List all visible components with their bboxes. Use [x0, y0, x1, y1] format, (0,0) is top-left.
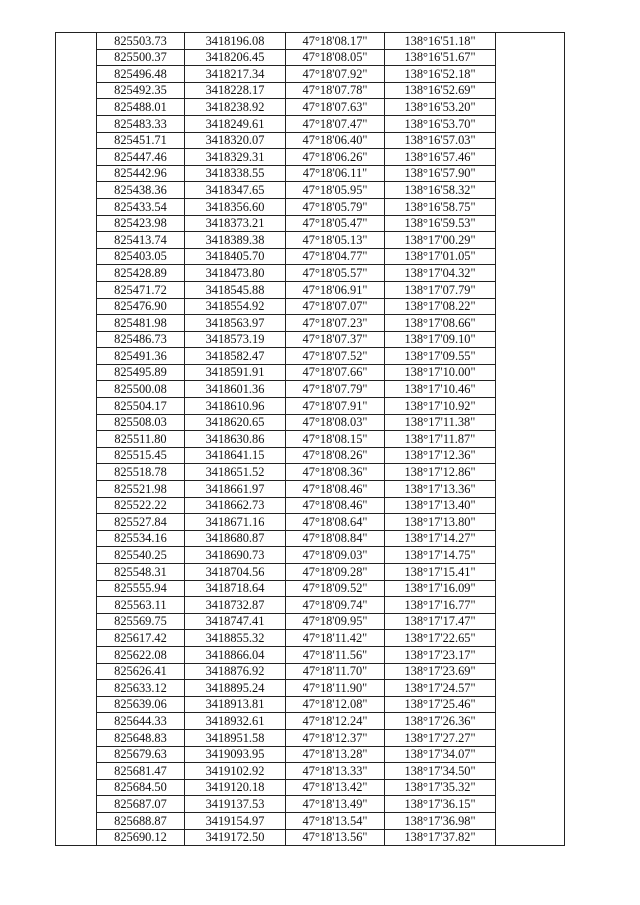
longitude-cell: 138°17'15.41" — [385, 564, 496, 581]
northing-cell: 3418651.52 — [185, 464, 286, 481]
latitude-cell: 47°18'06.40" — [286, 132, 385, 149]
latitude-cell: 47°18'12.08" — [286, 696, 385, 713]
longitude-cell: 138°17'35.32" — [385, 779, 496, 796]
easting-cell: 825563.11 — [97, 597, 185, 614]
northing-cell: 3418228.17 — [185, 82, 286, 99]
northing-cell: 3418866.04 — [185, 646, 286, 663]
longitude-cell: 138°17'13.40" — [385, 497, 496, 514]
latitude-cell: 47°18'13.56" — [286, 829, 385, 846]
table-row — [56, 66, 565, 83]
table-row — [56, 165, 565, 182]
easting-cell: 825504.17 — [97, 398, 185, 415]
latitude-cell: 47°18'05.13" — [286, 232, 385, 249]
latitude-cell: 47°18'09.74" — [286, 597, 385, 614]
latitude-cell: 47°18'07.63" — [286, 99, 385, 116]
northing-cell: 3418591.91 — [185, 364, 286, 381]
northing-cell: 3418347.65 — [185, 182, 286, 199]
table-row — [56, 597, 565, 614]
northing-cell: 3418855.32 — [185, 630, 286, 647]
northing-cell: 3418196.08 — [185, 33, 286, 50]
easting-cell: 825488.01 — [97, 99, 185, 116]
longitude-cell: 138°17'34.50" — [385, 763, 496, 780]
table-row — [56, 82, 565, 99]
latitude-cell: 47°18'11.56" — [286, 646, 385, 663]
easting-cell: 825679.63 — [97, 746, 185, 763]
latitude-cell: 47°18'05.95" — [286, 182, 385, 199]
easting-cell: 825500.08 — [97, 381, 185, 398]
latitude-cell: 47°18'09.52" — [286, 580, 385, 597]
easting-cell: 825644.33 — [97, 713, 185, 730]
longitude-cell: 138°16'57.90" — [385, 165, 496, 182]
table-row — [56, 447, 565, 464]
easting-cell: 825534.16 — [97, 530, 185, 547]
northing-cell: 3418320.07 — [185, 132, 286, 149]
latitude-cell: 47°18'08.05" — [286, 49, 385, 66]
longitude-cell: 138°17'10.46" — [385, 381, 496, 398]
latitude-cell: 47°18'13.54" — [286, 812, 385, 829]
northing-cell: 3418238.92 — [185, 99, 286, 116]
latitude-cell: 47°18'07.52" — [286, 348, 385, 365]
northing-cell: 3418217.34 — [185, 66, 286, 83]
northing-cell: 3418951.58 — [185, 729, 286, 746]
latitude-cell: 47°18'07.79" — [286, 381, 385, 398]
table-row — [56, 564, 565, 581]
table-row — [56, 464, 565, 481]
northing-cell: 3418582.47 — [185, 348, 286, 365]
easting-cell: 825648.83 — [97, 729, 185, 746]
northing-cell: 3418563.97 — [185, 315, 286, 332]
longitude-cell: 138°16'57.03" — [385, 132, 496, 149]
easting-cell: 825486.73 — [97, 331, 185, 348]
table-row — [56, 497, 565, 514]
table-row — [56, 232, 565, 249]
table-row — [56, 829, 565, 846]
latitude-cell: 47°18'06.11" — [286, 165, 385, 182]
easting-cell: 825503.73 — [97, 33, 185, 50]
easting-cell: 825518.78 — [97, 464, 185, 481]
longitude-cell: 138°17'14.27" — [385, 530, 496, 547]
latitude-cell: 47°18'05.79" — [286, 198, 385, 215]
longitude-cell: 138°17'36.98" — [385, 812, 496, 829]
easting-cell: 825633.12 — [97, 680, 185, 697]
longitude-cell: 138°16'57.46" — [385, 149, 496, 166]
table-row — [56, 763, 565, 780]
latitude-cell: 47°18'08.46" — [286, 497, 385, 514]
latitude-cell: 47°18'13.42" — [286, 779, 385, 796]
easting-cell: 825428.89 — [97, 265, 185, 282]
latitude-cell: 47°18'13.33" — [286, 763, 385, 780]
longitude-cell: 138°17'16.77" — [385, 597, 496, 614]
northing-cell: 3418913.81 — [185, 696, 286, 713]
latitude-cell: 47°18'07.47" — [286, 115, 385, 132]
northing-cell: 3419154.97 — [185, 812, 286, 829]
latitude-cell: 47°18'06.91" — [286, 281, 385, 298]
easting-cell: 825681.47 — [97, 763, 185, 780]
latitude-cell: 47°18'07.07" — [286, 298, 385, 315]
latitude-cell: 47°18'11.42" — [286, 630, 385, 647]
easting-cell: 825639.06 — [97, 696, 185, 713]
easting-cell: 825569.75 — [97, 613, 185, 630]
easting-cell: 825483.33 — [97, 115, 185, 132]
northing-cell: 3418389.38 — [185, 232, 286, 249]
easting-cell: 825522.22 — [97, 497, 185, 514]
northing-cell: 3418620.65 — [185, 414, 286, 431]
easting-cell: 825413.74 — [97, 232, 185, 249]
longitude-cell: 138°17'08.66" — [385, 315, 496, 332]
northing-cell: 3418718.64 — [185, 580, 286, 597]
easting-cell: 825622.08 — [97, 646, 185, 663]
longitude-cell: 138°17'22.65" — [385, 630, 496, 647]
table-row — [56, 99, 565, 116]
table-row — [56, 547, 565, 564]
table-row — [56, 348, 565, 365]
northing-cell: 3418630.86 — [185, 431, 286, 448]
table-row — [56, 331, 565, 348]
easting-cell: 825476.90 — [97, 298, 185, 315]
northing-cell: 3418641.15 — [185, 447, 286, 464]
easting-cell: 825433.54 — [97, 198, 185, 215]
latitude-cell: 47°18'07.66" — [286, 364, 385, 381]
longitude-cell: 138°17'24.57" — [385, 680, 496, 697]
table-row — [56, 530, 565, 547]
northing-cell: 3418610.96 — [185, 398, 286, 415]
longitude-cell: 138°17'07.79" — [385, 281, 496, 298]
easting-cell: 825481.98 — [97, 315, 185, 332]
longitude-cell: 138°17'34.07" — [385, 746, 496, 763]
longitude-cell: 138°16'52.18" — [385, 66, 496, 83]
longitude-cell: 138°17'23.17" — [385, 646, 496, 663]
northing-cell: 3419137.53 — [185, 796, 286, 813]
northing-cell: 3418680.87 — [185, 530, 286, 547]
table-row — [56, 680, 565, 697]
longitude-cell: 138°17'12.36" — [385, 447, 496, 464]
latitude-cell: 47°18'08.46" — [286, 481, 385, 498]
longitude-cell: 138°17'01.05" — [385, 248, 496, 265]
latitude-cell: 47°18'08.15" — [286, 431, 385, 448]
latitude-cell: 47°18'07.37" — [286, 331, 385, 348]
easting-cell: 825496.48 — [97, 66, 185, 83]
northing-cell: 3418747.41 — [185, 613, 286, 630]
table-row — [56, 431, 565, 448]
longitude-cell: 138°17'37.82" — [385, 829, 496, 846]
northing-cell: 3419102.92 — [185, 763, 286, 780]
table-row — [56, 580, 565, 597]
longitude-cell: 138°16'52.69" — [385, 82, 496, 99]
easting-cell: 825451.71 — [97, 132, 185, 149]
table-row — [56, 630, 565, 647]
table-row — [56, 281, 565, 298]
longitude-cell: 138°17'17.47" — [385, 613, 496, 630]
northing-cell: 3418473.80 — [185, 265, 286, 282]
table-row — [56, 149, 565, 166]
easting-cell: 825617.42 — [97, 630, 185, 647]
latitude-cell: 47°18'07.91" — [286, 398, 385, 415]
northing-cell: 3419093.95 — [185, 746, 286, 763]
table-row — [56, 381, 565, 398]
longitude-cell: 138°17'11.38" — [385, 414, 496, 431]
table-row — [56, 812, 565, 829]
northing-cell: 3419172.50 — [185, 829, 286, 846]
coordinate-table-body — [56, 33, 565, 846]
easting-cell: 825471.72 — [97, 281, 185, 298]
latitude-cell: 47°18'13.49" — [286, 796, 385, 813]
left-merged-cell — [56, 33, 97, 846]
table-row — [56, 514, 565, 531]
longitude-cell: 138°17'12.86" — [385, 464, 496, 481]
northing-cell: 3418329.31 — [185, 149, 286, 166]
northing-cell: 3418661.97 — [185, 481, 286, 498]
longitude-cell: 138°16'51.18" — [385, 33, 496, 50]
easting-cell: 825527.84 — [97, 514, 185, 531]
latitude-cell: 47°18'08.36" — [286, 464, 385, 481]
table-row — [56, 696, 565, 713]
northing-cell: 3418356.60 — [185, 198, 286, 215]
longitude-cell: 138°17'08.22" — [385, 298, 496, 315]
table-row — [56, 215, 565, 232]
easting-cell: 825555.94 — [97, 580, 185, 597]
table-row — [56, 298, 565, 315]
longitude-cell: 138°17'09.55" — [385, 348, 496, 365]
latitude-cell: 47°18'07.92" — [286, 66, 385, 83]
longitude-cell: 138°17'16.09" — [385, 580, 496, 597]
northing-cell: 3418206.45 — [185, 49, 286, 66]
table-row — [56, 115, 565, 132]
northing-cell: 3418876.92 — [185, 663, 286, 680]
latitude-cell: 47°18'07.23" — [286, 315, 385, 332]
latitude-cell: 47°18'12.24" — [286, 713, 385, 730]
table-row — [56, 315, 565, 332]
easting-cell: 825508.03 — [97, 414, 185, 431]
table-row — [56, 132, 565, 149]
easting-cell: 825688.87 — [97, 812, 185, 829]
northing-cell: 3418671.16 — [185, 514, 286, 531]
easting-cell: 825521.98 — [97, 481, 185, 498]
northing-cell: 3418704.56 — [185, 564, 286, 581]
easting-cell: 825491.36 — [97, 348, 185, 365]
longitude-cell: 138°17'14.75" — [385, 547, 496, 564]
table-row — [56, 796, 565, 813]
easting-cell: 825540.25 — [97, 547, 185, 564]
table-row — [56, 33, 565, 50]
right-merged-cell — [496, 33, 565, 846]
latitude-cell: 47°18'11.90" — [286, 680, 385, 697]
table-row — [56, 248, 565, 265]
longitude-cell: 138°17'13.80" — [385, 514, 496, 531]
latitude-cell: 47°18'08.64" — [286, 514, 385, 531]
longitude-cell: 138°17'27.27" — [385, 729, 496, 746]
latitude-cell: 47°18'09.28" — [286, 564, 385, 581]
latitude-cell: 47°18'09.03" — [286, 547, 385, 564]
longitude-cell: 138°16'53.70" — [385, 115, 496, 132]
table-row — [56, 364, 565, 381]
latitude-cell: 47°18'04.77" — [286, 248, 385, 265]
latitude-cell: 47°18'05.57" — [286, 265, 385, 282]
latitude-cell: 47°18'11.70" — [286, 663, 385, 680]
table-row — [56, 265, 565, 282]
northing-cell: 3418895.24 — [185, 680, 286, 697]
table-row — [56, 414, 565, 431]
easting-cell: 825690.12 — [97, 829, 185, 846]
table-row — [56, 779, 565, 796]
latitude-cell: 47°18'05.47" — [286, 215, 385, 232]
longitude-cell: 138°17'11.87" — [385, 431, 496, 448]
longitude-cell: 138°16'58.32" — [385, 182, 496, 199]
latitude-cell: 47°18'13.28" — [286, 746, 385, 763]
easting-cell: 825495.89 — [97, 364, 185, 381]
longitude-cell: 138°17'13.36" — [385, 481, 496, 498]
northing-cell: 3418249.61 — [185, 115, 286, 132]
longitude-cell: 138°17'10.92" — [385, 398, 496, 415]
latitude-cell: 47°18'07.78" — [286, 82, 385, 99]
northing-cell: 3419120.18 — [185, 779, 286, 796]
latitude-cell: 47°18'08.03" — [286, 414, 385, 431]
latitude-cell: 47°18'08.84" — [286, 530, 385, 547]
longitude-cell: 138°17'00.29" — [385, 232, 496, 249]
northing-cell: 3418662.73 — [185, 497, 286, 514]
table-row — [56, 49, 565, 66]
longitude-cell: 138°17'09.10" — [385, 331, 496, 348]
northing-cell: 3418573.19 — [185, 331, 286, 348]
easting-cell: 825423.98 — [97, 215, 185, 232]
longitude-cell: 138°16'58.75" — [385, 198, 496, 215]
easting-cell: 825500.37 — [97, 49, 185, 66]
northing-cell: 3418405.70 — [185, 248, 286, 265]
table-row — [56, 182, 565, 199]
longitude-cell: 138°17'04.32" — [385, 265, 496, 282]
longitude-cell: 138°17'25.46" — [385, 696, 496, 713]
northing-cell: 3418932.61 — [185, 713, 286, 730]
easting-cell: 825492.35 — [97, 82, 185, 99]
longitude-cell: 138°17'23.69" — [385, 663, 496, 680]
latitude-cell: 47°18'08.26" — [286, 447, 385, 464]
table-row — [56, 713, 565, 730]
easting-cell: 825626.41 — [97, 663, 185, 680]
easting-cell: 825515.45 — [97, 447, 185, 464]
coordinate-table — [55, 32, 565, 846]
northing-cell: 3418338.55 — [185, 165, 286, 182]
table-row — [56, 646, 565, 663]
easting-cell: 825511.80 — [97, 431, 185, 448]
easting-cell: 825438.36 — [97, 182, 185, 199]
longitude-cell: 138°16'59.53" — [385, 215, 496, 232]
longitude-cell: 138°17'36.15" — [385, 796, 496, 813]
latitude-cell: 47°18'09.95" — [286, 613, 385, 630]
easting-cell: 825684.50 — [97, 779, 185, 796]
table-row — [56, 729, 565, 746]
northing-cell: 3418690.73 — [185, 547, 286, 564]
table-row — [56, 746, 565, 763]
table-row — [56, 398, 565, 415]
latitude-cell: 47°18'06.26" — [286, 149, 385, 166]
northing-cell: 3418732.87 — [185, 597, 286, 614]
easting-cell: 825442.96 — [97, 165, 185, 182]
northing-cell: 3418554.92 — [185, 298, 286, 315]
easting-cell: 825447.46 — [97, 149, 185, 166]
northing-cell: 3418601.36 — [185, 381, 286, 398]
table-row — [56, 198, 565, 215]
northing-cell: 3418545.88 — [185, 281, 286, 298]
longitude-cell: 138°17'10.00" — [385, 364, 496, 381]
latitude-cell: 47°18'12.37" — [286, 729, 385, 746]
table-row — [56, 481, 565, 498]
longitude-cell: 138°16'51.67" — [385, 49, 496, 66]
longitude-cell: 138°16'53.20" — [385, 99, 496, 116]
latitude-cell: 47°18'08.17" — [286, 33, 385, 50]
table-row — [56, 663, 565, 680]
easting-cell: 825548.31 — [97, 564, 185, 581]
longitude-cell: 138°17'26.36" — [385, 713, 496, 730]
easting-cell: 825687.07 — [97, 796, 185, 813]
table-row — [56, 613, 565, 630]
easting-cell: 825403.05 — [97, 248, 185, 265]
northing-cell: 3418373.21 — [185, 215, 286, 232]
